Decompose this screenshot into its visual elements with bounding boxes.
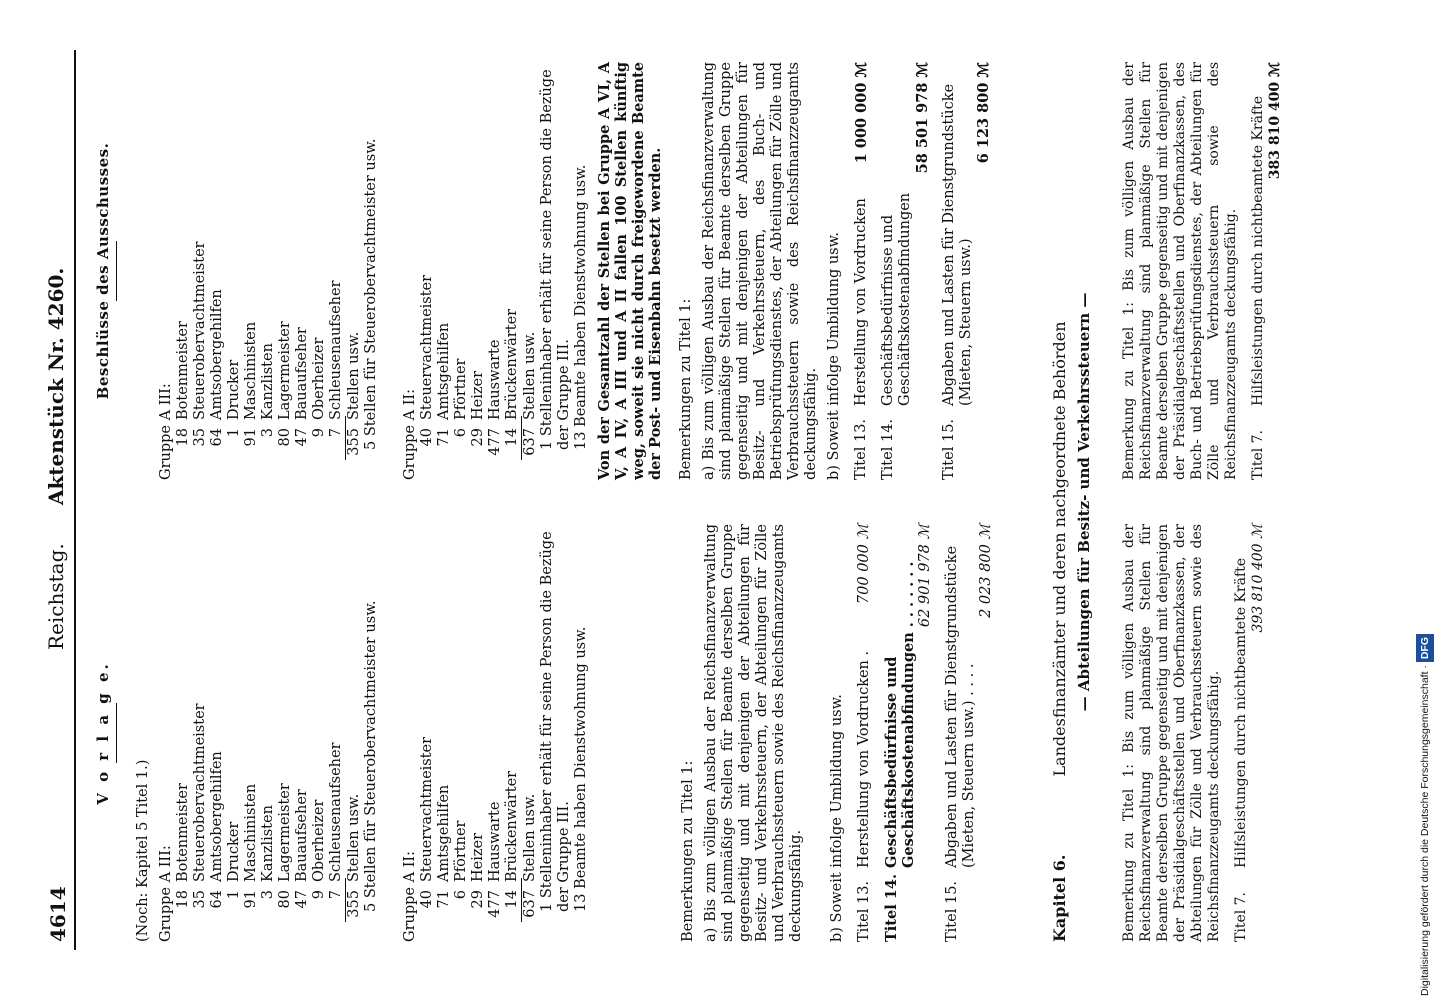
chapter-label: Kapitel 6.: [1050, 854, 1069, 942]
position-row: [453, 524, 470, 942]
position-title: Amtsobergehilfen: [209, 751, 225, 882]
position-title: Hauswarte: [487, 801, 503, 882]
remark-b: b) Soweit infolge Umbildung usw.: [829, 694, 845, 942]
position-title: Steuerobervachtmeister: [192, 241, 208, 420]
position-title: Heizer: [470, 832, 486, 882]
position-title: Steuervachtmeister: [419, 736, 435, 882]
position-count: 35: [192, 890, 208, 909]
column-heading: V o r l a g e.: [94, 661, 112, 805]
position-title: Maschinisten: [243, 783, 259, 882]
heading-rule: [116, 703, 117, 763]
position-count: 71: [436, 890, 452, 909]
position-row: [504, 524, 521, 942]
position-row: [209, 62, 226, 480]
paragraph: 1 Stelleninhaber erhält für seine Person die Bezüge der Gruppe III.: [539, 531, 572, 912]
position-row: [294, 62, 311, 480]
title-7-amount: 383 810 400 ℳ: [1267, 62, 1283, 180]
position-row: [487, 62, 504, 480]
position-row: [243, 62, 260, 480]
position-count: 80: [277, 428, 293, 447]
digitization-credit: [1416, 10, 1434, 996]
position-row: [311, 524, 328, 942]
position-count: 3: [260, 890, 276, 900]
position-count: 18: [175, 428, 191, 447]
sum-row: 355 Stellen usw.: [346, 331, 362, 456]
position-title: Oberheizer: [311, 799, 327, 882]
position-title: Oberheizer: [311, 337, 327, 420]
position-title: Hauswarte: [487, 339, 503, 420]
note-text: 5 Stellen für Steuerobervachtmeister usw.: [363, 600, 379, 912]
position-row: [294, 524, 311, 942]
position-row: [487, 524, 504, 942]
group-heading: Gruppe A II:: [402, 388, 418, 480]
title-15: Titel 15. Abgaben und Lasten für Dienstgrundstücke (Mieten, Steuern usw.): [941, 83, 974, 480]
position-count: 9: [311, 890, 327, 900]
note: (Noch: Kapitel 5 Titel 1.): [135, 759, 151, 942]
page-number: 4614: [46, 886, 70, 942]
position-count: 80: [277, 890, 293, 909]
position-row: [419, 62, 436, 480]
digitization-text: Digitalisierung gefördert durch die Deutsche Forschungsgemeinschaft ·: [1419, 665, 1431, 996]
paragraph: 13 Beamte haben Dienstwohnung usw.: [573, 164, 589, 450]
position-count: 477: [487, 890, 503, 918]
position-title: Steuerobervachtmeister: [192, 703, 208, 882]
dfg-logo: DFG: [1416, 634, 1434, 662]
title-7: Titel 7. Hilfsleistungen durch nichtbeamtete Kräfte: [1250, 95, 1266, 480]
header-right-title: Aktenstück Nr. 4260.: [44, 267, 68, 506]
paragraph-bold: Von der Gesamtzahl der Stellen bei Gruppe A VI, A V, A IV, A III und A II fallen 100 Stellen künftig weg, soweit sie nicht durch freigewordene Beamte der Post- und Eisenbahn besetzt werden.: [596, 62, 664, 480]
position-row: [192, 62, 209, 480]
remark-a: a) Bis zum völligen Ausbau der Reichsfinanzverwaltung sind planmäßige Stellen für Beamte derselben Gruppe gegenseitig und mit denjenigen der Abteilungen für Besitz- und Verkehrssteuern, der Abteilungen für Zölle und Verbrauchssteuern sowie des Reichsfinanzzeugamts deckungsfähig.: [703, 524, 804, 942]
chapter-heading: [1050, 62, 1093, 942]
position-title: Pförtner: [453, 820, 469, 882]
position-count: 29: [470, 890, 486, 909]
group-heading: Gruppe A II:: [402, 850, 418, 942]
position-row: [453, 62, 470, 480]
title-14: Titel 14. Geschäftsbedürfnisse und Geschäftskostenabfindungen: [880, 192, 913, 480]
position-row: [470, 524, 487, 942]
page-header: [40, 50, 78, 950]
header-rule: [74, 50, 76, 950]
position-row: [260, 62, 277, 480]
position-count: 477: [487, 428, 503, 456]
position-title: Amtsobergehilfen: [209, 289, 225, 420]
title-15: Titel 15. Abgaben und Lasten für Dienstgrundstücke (Mieten, Steuern usw.) . . . .: [944, 545, 977, 942]
paragraph: 13 Beamte haben Dienstwohnung usw.: [573, 626, 589, 912]
position-title: Lagermeister: [277, 321, 293, 420]
position-row: [419, 524, 436, 942]
position-list: [419, 62, 521, 480]
position-title: Bauaufseher: [294, 789, 310, 882]
position-count: 47: [294, 428, 310, 447]
chapter-subtitle: — Abteilungen für Besitz- und Verkehrssteuern —: [1075, 292, 1093, 712]
position-title: Maschinisten: [243, 321, 259, 420]
position-row: [175, 62, 192, 480]
title-14-amount: 58 501 978 ℳ: [914, 62, 931, 174]
position-count: 29: [470, 428, 486, 447]
position-title: Drucker: [226, 359, 242, 420]
position-title: Schleusenaufseher: [328, 742, 344, 882]
position-count: 64: [209, 428, 225, 447]
position-count: 14: [504, 890, 520, 909]
position-title: Steuervachtmeister: [419, 274, 435, 420]
position-row: [328, 62, 345, 480]
position-row: [243, 524, 260, 942]
remarks-heading: Bemerkungen zu Titel 1:: [678, 298, 694, 480]
position-count: 1: [226, 428, 242, 438]
chapter6-vorlage: [1115, 524, 1267, 942]
position-count: 6: [453, 428, 469, 438]
position-count: 7: [328, 428, 344, 438]
position-row: [277, 524, 294, 942]
position-row: [328, 524, 345, 942]
title-14: Titel 14. Geschäftsbedürfnisse und Geschäftskostenabfindungen . . . . . . .: [883, 561, 917, 942]
position-row: [226, 524, 243, 942]
chapter-title: Landesfinanzämter und deren nachgeordnete Behörden: [1050, 321, 1069, 777]
position-count: 35: [192, 428, 208, 447]
position-count: 18: [175, 890, 191, 909]
title-13: Titel 13. Herstellung von Vordrucken . 700 000 ℳ: [856, 524, 872, 942]
group-heading: Gruppe A III:: [158, 383, 174, 480]
title-13: Titel 13. Herstellung von Vordrucken 1 000 000 ℳ: [853, 62, 870, 480]
position-title: Lagermeister: [277, 783, 293, 882]
position-title: Heizer: [470, 370, 486, 420]
position-title: Amtsgehilfen: [436, 784, 452, 882]
position-count: 1: [226, 890, 242, 900]
position-count: 6: [453, 890, 469, 900]
remark-b: b) Soweit infolge Umbildung usw.: [826, 232, 842, 480]
position-title: Bauaufseher: [294, 327, 310, 420]
position-title: Amtsgehilfen: [436, 322, 452, 420]
position-row: [311, 62, 328, 480]
title-7-amount: 393 810 400 ℳ: [1250, 524, 1266, 633]
remark-a: a) Bis zum völligen Ausbau der Reichsfinanzverwaltung sind planmäßige Stellen für Beamte derselben Gruppe gegenseitig und mit denjenigen der Abteilungen für Besitz- und Verkehrssteuern, des Buch- und Betriebsprüfungsdienstes, der Abteilungen für Zölle und Verbrauchssteuern sowie des Reichsfinanzzeugamts deckungsfähig.: [701, 62, 819, 480]
position-row: [260, 524, 277, 942]
title-15-amount: 6 123 800 ℳ: [975, 62, 992, 164]
position-count: 64: [209, 890, 225, 909]
sum-row: 355 Stellen usw.: [346, 793, 362, 918]
position-count: 40: [419, 890, 435, 909]
position-row: [470, 62, 487, 480]
position-row: [209, 524, 226, 942]
position-count: 91: [243, 428, 259, 447]
chapter6-beschluesse: [1115, 62, 1284, 480]
group-heading: Gruppe A III:: [158, 845, 174, 942]
position-row: [175, 524, 192, 942]
position-row: [436, 62, 453, 480]
remarks-heading: Bemerkungen zu Titel 1:: [680, 760, 696, 942]
position-title: Drucker: [226, 821, 242, 882]
position-list: [419, 524, 521, 942]
position-count: 14: [504, 428, 520, 447]
position-count: 3: [260, 428, 276, 438]
position-title: Pförtner: [453, 358, 469, 420]
position-count: 9: [311, 428, 327, 438]
title-14-amount: 62 901 978 ℳ: [917, 524, 933, 628]
note-text: 5 Stellen für Steuerobervachtmeister usw.: [363, 138, 379, 450]
heading-rule: [116, 241, 117, 301]
position-title: Botenmeister: [175, 321, 191, 420]
position-title: Botenmeister: [175, 783, 191, 882]
position-row: [504, 62, 521, 480]
position-title: Brückenwärter: [504, 770, 520, 882]
position-row: [436, 524, 453, 942]
position-title: Kanzlisten: [260, 805, 276, 882]
position-row: [277, 62, 294, 480]
position-count: 71: [436, 428, 452, 447]
position-list: [175, 62, 345, 480]
remark: Bemerkung zu Titel 1: Bis zum völligen Ausbau der Reichsfinanzverwaltung sind planmäßige Stellen für Beamte derselben Gruppe gegenseitig und mit denjenigen der Präsidialgeschäftsstellen und Oberfinanzkassen, der Abteilungen für Zölle und Verbrauchssteuern sowie des Reichsfinanzzeugamts deckungsfähig.: [1121, 524, 1222, 942]
paragraph: 1 Stelleninhaber erhält für seine Person die Bezüge der Gruppe III.: [539, 69, 572, 450]
position-count: 91: [243, 890, 259, 909]
rotated-sheet: [40, 50, 1360, 950]
title-15-amount: 2 023 800 ℳ: [978, 524, 994, 618]
position-count: 40: [419, 428, 435, 447]
position-title: Brückenwärter: [504, 308, 520, 420]
column-heading: Beschlüsse des Ausschusses.: [94, 142, 112, 400]
remark: Bemerkung zu Titel 1: Bis zum völligen Ausbau der Reichsfinanzverwaltung sind planmäßige Stellen für Beamte derselben Gruppe gegenseitig und mit denjenigen der Präsidialgeschäftsstellen und Oberfinanzkassen, des Buch- und Betriebsprüfungsdienstes, der Abteilungen für Zölle und Verbrauchssteuern sowie des Reichsfinanzzeugamts deckungsfähig.: [1121, 62, 1239, 480]
position-title: Schleusenaufseher: [328, 280, 344, 420]
title-7: Titel 7. Hilfsleistungen durch nichtbeamtete Kräfte: [1233, 557, 1249, 942]
position-row: [226, 62, 243, 480]
position-list: [175, 524, 345, 942]
header-left-title: Reichstag.: [44, 543, 68, 650]
header-title: [44, 268, 68, 650]
position-count: 7: [328, 890, 344, 900]
position-count: 47: [294, 890, 310, 909]
sum-row: 637 Stellen usw.: [522, 331, 538, 456]
position-title: Kanzlisten: [260, 343, 276, 420]
position-row: [192, 524, 209, 942]
sum-row: 637 Stellen usw.: [522, 793, 538, 918]
